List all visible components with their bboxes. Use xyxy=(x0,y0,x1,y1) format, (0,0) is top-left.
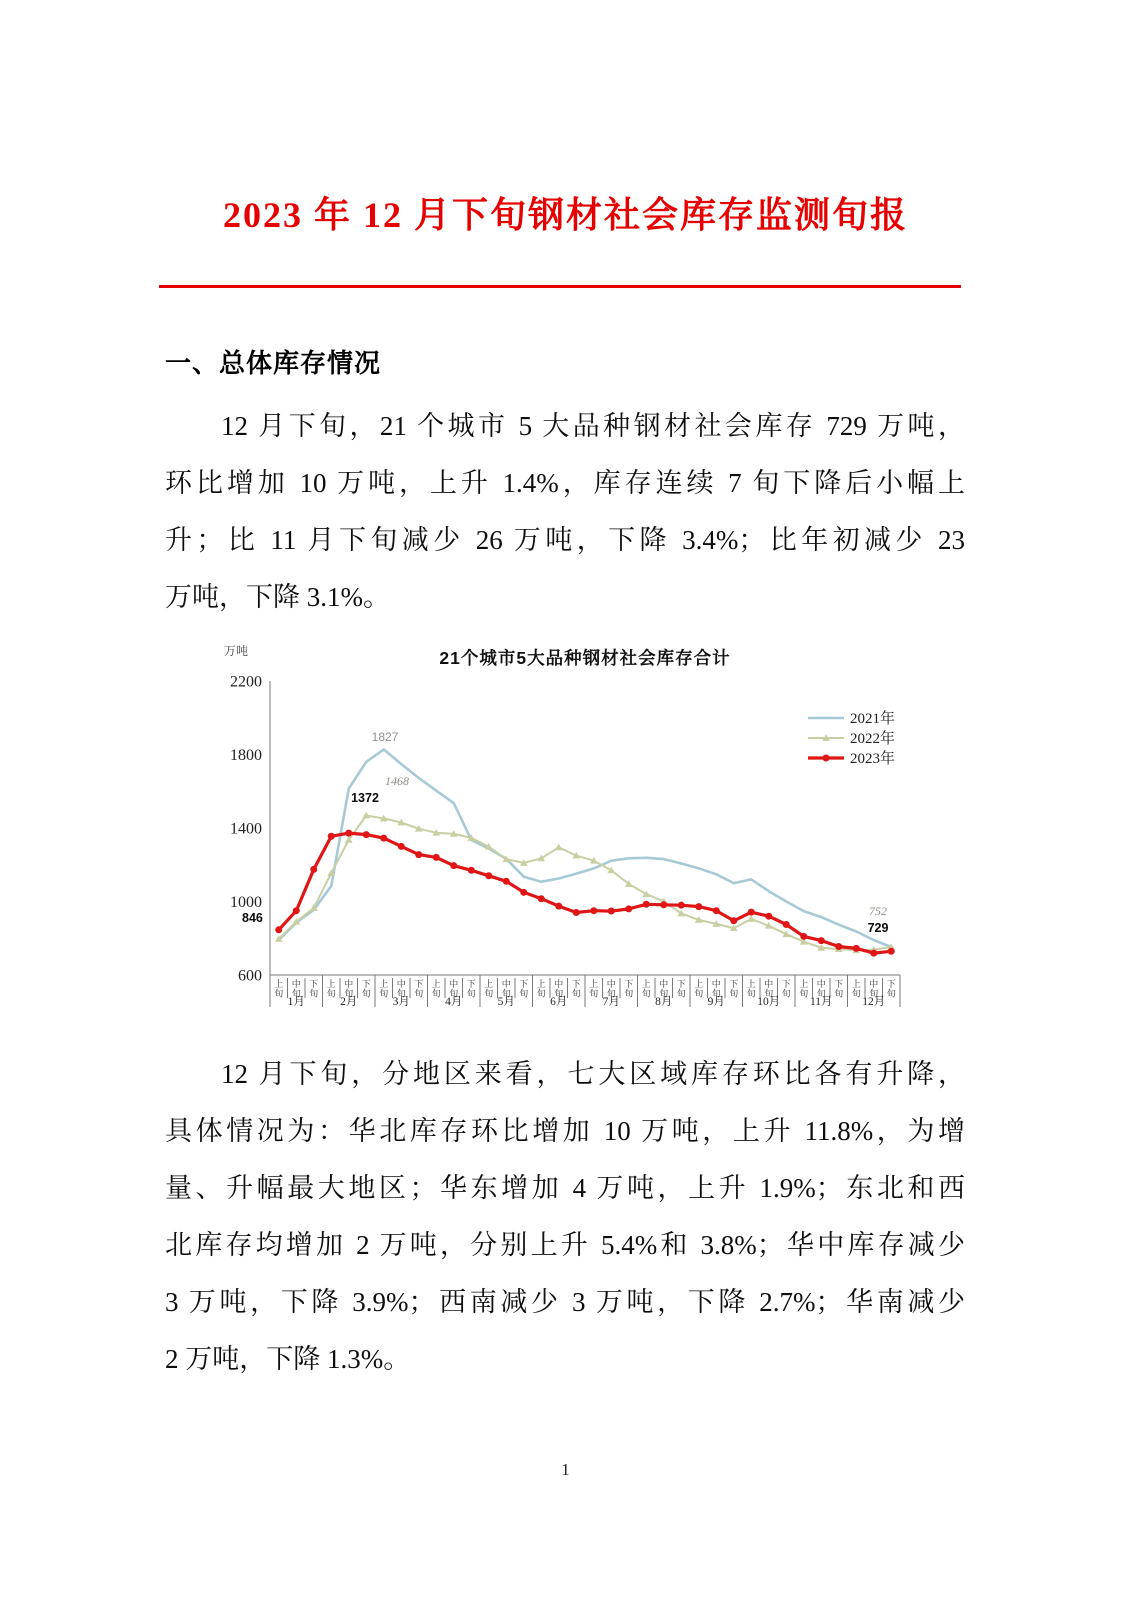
data-point-marker xyxy=(695,903,702,910)
x-axis-period-label: 中旬 xyxy=(764,979,774,999)
y-axis-tick-label: 1400 xyxy=(230,820,262,838)
data-point-marker xyxy=(468,867,475,874)
data-point-marker xyxy=(765,913,772,920)
data-point-marker xyxy=(660,901,667,908)
x-axis-period-label: 中旬 xyxy=(554,979,564,999)
x-axis-month-label: 1月 xyxy=(287,996,305,1008)
data-point-marker xyxy=(485,872,492,879)
data-point-marker xyxy=(625,905,632,912)
data-point-marker xyxy=(818,937,825,944)
data-point-marker xyxy=(310,866,317,873)
x-axis-month-label: 3月 xyxy=(392,996,410,1008)
x-axis-period-label: 下旬 xyxy=(676,979,686,999)
x-axis-period-label: 下旬 xyxy=(519,979,529,999)
y-axis-tick-label: 2200 xyxy=(230,673,262,691)
x-axis-period-label: 下旬 xyxy=(466,979,476,999)
x-axis-period-label: 中旬 xyxy=(501,979,511,999)
data-point-marker xyxy=(380,835,387,842)
data-point-marker xyxy=(800,933,807,940)
data-point-marker xyxy=(835,943,842,950)
paragraph-line: 具体情况为：华北库存环比增加 10 万吨，上升 11.8%，为增 xyxy=(165,1116,965,1146)
paragraph-line: 量、升幅最大地区；华东增加 4 万吨，上升 1.9%；东北和西 xyxy=(165,1173,965,1203)
paragraph-line: 万吨，下降 3.1%。 xyxy=(165,582,390,612)
data-point-marker xyxy=(590,907,597,914)
document-title: 2023 年 12 月下旬钢材社会库存监测旬报 xyxy=(222,195,908,235)
x-axis-period-label: 上旬 xyxy=(536,979,546,999)
data-point-marker xyxy=(398,843,405,850)
data-point-marker xyxy=(503,878,510,885)
x-axis-period-label: 中旬 xyxy=(291,979,301,999)
data-point-marker xyxy=(748,909,755,916)
y-axis-tick-label: 1800 xyxy=(230,747,262,764)
x-axis-period-label: 上旬 xyxy=(589,979,599,999)
data-point-marker xyxy=(783,921,790,928)
x-axis-period-label: 上旬 xyxy=(694,979,704,999)
data-point-marker xyxy=(275,926,282,933)
chart-title: 21个城市5大品种钢材社会库存合计 xyxy=(439,648,731,668)
legend-label: 2023年 xyxy=(850,751,896,767)
x-axis-period-label: 下旬 xyxy=(834,979,844,999)
title-underline-rule xyxy=(159,285,961,288)
legend-marker xyxy=(823,755,830,762)
x-axis-month-label: 2月 xyxy=(340,996,358,1008)
y-axis-tick-label: 600 xyxy=(238,967,262,985)
section-heading: 一、总体库存情况 xyxy=(165,348,382,378)
series-line-2023年 xyxy=(279,833,892,953)
paragraph-line: 3 万吨，下降 3.9%；西南减少 3 万吨，下降 2.7%；华南减少 xyxy=(165,1287,965,1317)
data-point-marker xyxy=(433,854,440,861)
x-axis-period-label: 上旬 xyxy=(326,979,336,999)
x-axis-month-label: 5月 xyxy=(497,996,515,1008)
x-axis-month-label: 4月 xyxy=(445,996,463,1008)
x-axis-period-label: 上旬 xyxy=(851,979,861,999)
x-axis-period-label: 上旬 xyxy=(746,979,756,999)
x-axis-period-label: 下旬 xyxy=(781,979,791,999)
data-point-marker xyxy=(888,948,895,955)
data-point-marker xyxy=(345,830,352,837)
x-axis-month-label: 11月 xyxy=(809,996,833,1008)
paragraph-line: 12 月下旬，21 个城市 5 大品种钢材社会库存 729 万吨， xyxy=(221,411,965,441)
x-axis-period-label: 下旬 xyxy=(729,979,739,999)
x-axis-period-label: 下旬 xyxy=(309,979,319,999)
x-axis-period-label: 中旬 xyxy=(606,979,616,999)
y-axis-unit-label: 万吨 xyxy=(224,644,249,658)
x-axis-period-label: 下旬 xyxy=(571,979,581,999)
paragraph-line: 环比增加 10 万吨，上升 1.4%，库存连续 7 旬下降后小幅上 xyxy=(165,468,965,498)
paragraph-regional-inventory xyxy=(165,1046,965,1388)
x-axis-period-label: 中旬 xyxy=(344,979,354,999)
data-point-marker xyxy=(678,902,685,909)
x-axis-period-label: 下旬 xyxy=(886,979,896,999)
legend-label: 2021年 xyxy=(850,711,896,727)
paragraph-line: 升；比 11 月下旬减少 26 万吨，下降 3.4%；比年初减少 23 xyxy=(165,525,965,555)
x-axis-month-label: 6月 xyxy=(550,996,568,1008)
x-axis-period-label: 中旬 xyxy=(711,979,721,999)
data-label-752: 752 xyxy=(869,904,887,918)
page-number: 1 xyxy=(561,1460,570,1479)
paragraph-line: 12 月下旬，分地区来看，七大区域库存环比各有升降， xyxy=(221,1059,965,1089)
x-axis-period-label: 中旬 xyxy=(869,979,879,999)
x-axis-period-label: 上旬 xyxy=(431,979,441,999)
data-point-marker xyxy=(520,889,527,896)
data-point-marker xyxy=(608,908,615,915)
data-point-marker xyxy=(555,844,563,851)
series-line-2021年 xyxy=(279,750,892,948)
x-axis-month-label: 7月 xyxy=(602,996,620,1008)
x-axis-period-label: 上旬 xyxy=(641,979,651,999)
inventory-line-chart xyxy=(198,638,960,1016)
data-point-marker xyxy=(870,950,877,957)
data-label-729: 729 xyxy=(867,921,889,935)
x-axis-period-label: 上旬 xyxy=(274,979,284,999)
data-point-marker xyxy=(363,831,370,838)
paragraph-line: 北库存均增加 2 万吨，分别上升 5.4%和 3.8%；华中库存减少 xyxy=(165,1230,965,1260)
paragraph-overall-inventory xyxy=(165,398,965,626)
x-axis-period-label: 下旬 xyxy=(624,979,634,999)
data-point-marker xyxy=(415,851,422,858)
data-point-marker xyxy=(853,945,860,952)
data-label-1827: 1827 xyxy=(371,730,399,744)
data-point-marker xyxy=(573,909,580,916)
data-point-marker xyxy=(643,901,650,908)
x-axis-month-label: 12月 xyxy=(862,996,886,1008)
x-axis-period-label: 中旬 xyxy=(449,979,459,999)
data-point-marker xyxy=(450,862,457,869)
data-point-marker xyxy=(538,895,545,902)
x-axis-period-label: 下旬 xyxy=(361,979,371,999)
data-label-1372: 1372 xyxy=(351,791,379,805)
data-point-marker xyxy=(713,907,720,914)
x-axis-period-label: 中旬 xyxy=(816,979,826,999)
data-point-marker xyxy=(555,903,562,910)
x-axis-month-label: 8月 xyxy=(655,996,673,1008)
inventory-chart-svg xyxy=(198,638,960,1016)
legend-label: 2022年 xyxy=(850,731,896,747)
paragraph-line: 2 万吨，下降 1.3%。 xyxy=(165,1344,411,1374)
x-axis-period-label: 上旬 xyxy=(484,979,494,999)
x-axis-month-label: 9月 xyxy=(707,996,725,1008)
data-point-marker xyxy=(328,833,335,840)
y-axis-tick-label: 1000 xyxy=(230,894,262,911)
x-axis-period-label: 中旬 xyxy=(659,979,669,999)
x-axis-period-label: 上旬 xyxy=(799,979,809,999)
data-point-marker xyxy=(747,915,755,922)
data-point-marker xyxy=(293,907,300,914)
x-axis-period-label: 下旬 xyxy=(414,979,424,999)
data-point-marker xyxy=(730,917,737,924)
x-axis-period-label: 中旬 xyxy=(396,979,406,999)
x-axis-month-label: 10月 xyxy=(757,996,781,1008)
data-label-1468: 1468 xyxy=(385,774,409,788)
x-axis-period-label: 上旬 xyxy=(379,979,389,999)
data-label-846: 846 xyxy=(242,911,263,925)
